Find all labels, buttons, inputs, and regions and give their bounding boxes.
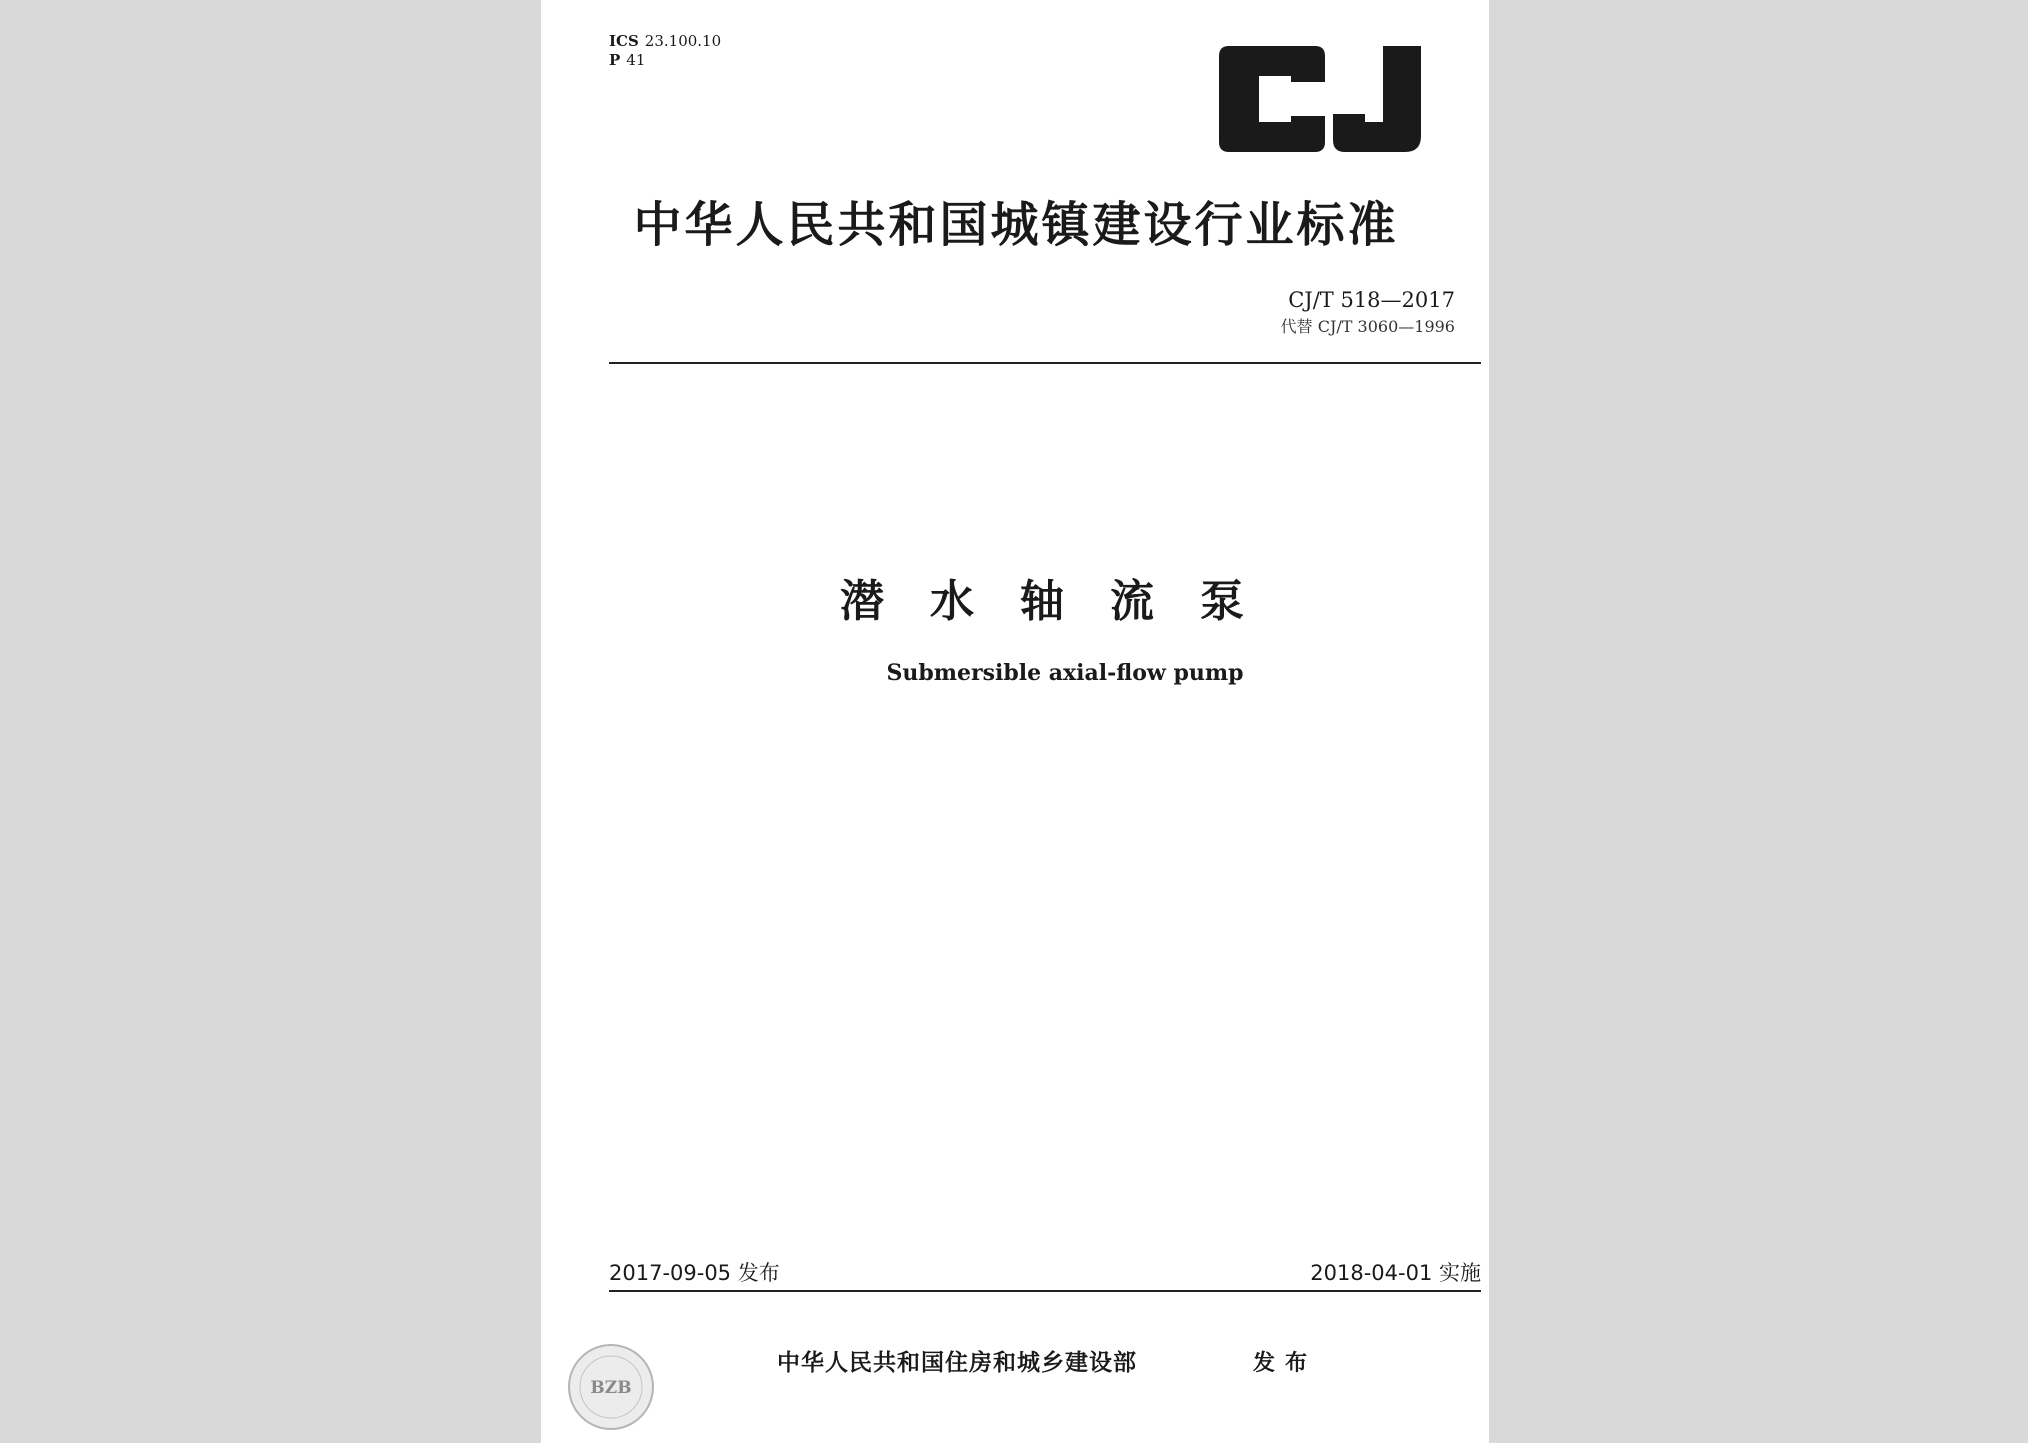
- document-title-cn: 潜水轴流泵: [840, 576, 1290, 627]
- top-divider: [609, 362, 1481, 364]
- ccs-line: [609, 51, 721, 70]
- main-title: 中华人民共和国城镇建设行业标准: [633, 197, 1399, 253]
- document-page: [541, 0, 1489, 1443]
- dates-row: [609, 1257, 1481, 1285]
- ccs-code: 41: [626, 51, 646, 69]
- ics-label: ICS: [609, 32, 639, 50]
- cj-logo: [1215, 46, 1425, 152]
- ccs-label: P: [609, 51, 621, 69]
- replaces-standard: 代替 CJ/T 3060—1996: [1280, 317, 1455, 336]
- document-title-en: Submersible axial-flow pump: [886, 660, 1244, 686]
- implement-date: 2018-04-01 实施: [1310, 1261, 1481, 1285]
- stamp-text: BZB: [590, 1378, 632, 1398]
- issued-label: 发布: [1253, 1351, 1318, 1376]
- standard-number: CJ/T 518—2017: [1288, 288, 1455, 312]
- publish-date: 2017-09-05 发布: [609, 1261, 780, 1285]
- issuing-authority: 中华人民共和国住房和城乡建设部: [777, 1350, 1137, 1376]
- ics-line: [609, 32, 721, 51]
- classification-codes: [609, 32, 721, 70]
- ics-code: 23.100.10: [644, 32, 722, 50]
- anti-counterfeit-stamp: [566, 1342, 656, 1432]
- bottom-divider: [609, 1290, 1481, 1292]
